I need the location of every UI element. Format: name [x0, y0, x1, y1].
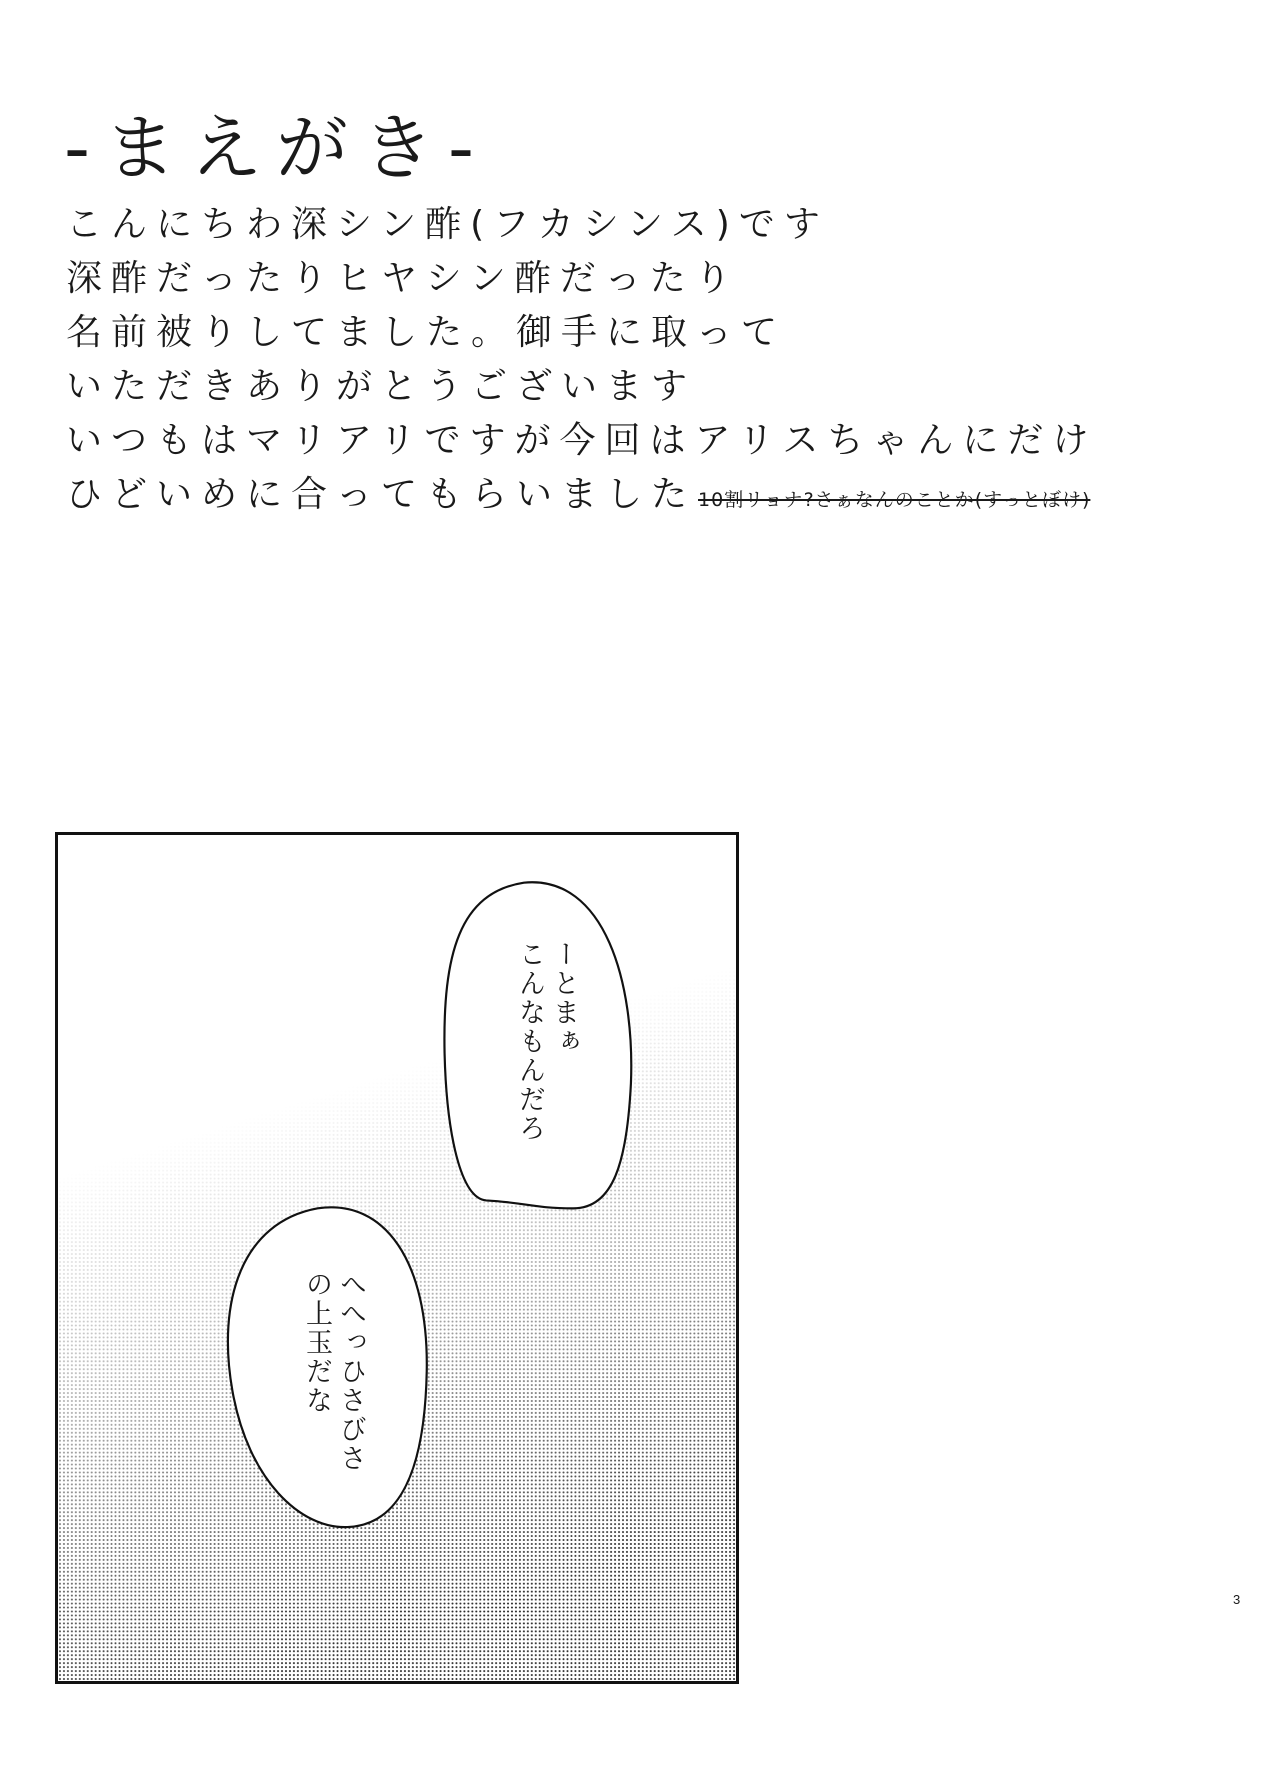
- speech-line: こんなもんだろ: [514, 940, 545, 1143]
- speech-text-bottom: [299, 1270, 367, 1473]
- speech-text-top: [512, 940, 580, 1143]
- intro-line-text: ひどいめに合ってもらいました: [66, 474, 697, 515]
- intro-line: いつもはマリアリですが今回はアリスちゃんにだけ: [66, 420, 1098, 461]
- speech-line: へへっひさびさ: [335, 1270, 366, 1473]
- intro-line: いただきありがとうございます: [66, 366, 697, 407]
- intro-text-block: [66, 198, 1097, 527]
- intro-line: 深酢だったりヒヤシン酢だったり: [66, 258, 740, 299]
- manga-panel: [55, 832, 739, 1684]
- speech-line: の上玉だな: [301, 1270, 332, 1415]
- page-heading: -まえがき-: [64, 106, 488, 190]
- page-number: 3: [1233, 1592, 1241, 1607]
- intro-line: こんにちわ深シン酢(フカシンス)です: [66, 204, 829, 245]
- speech-line: ーとまぁ: [548, 940, 579, 1056]
- intro-line-last: [66, 468, 1097, 527]
- intro-line: 名前被りしてました。御手に取って: [66, 312, 787, 353]
- speech-bubbles: [58, 835, 736, 1681]
- struck-through-note: 10割リョナ?さぁなんのことか(すっとぼけ): [698, 489, 1091, 511]
